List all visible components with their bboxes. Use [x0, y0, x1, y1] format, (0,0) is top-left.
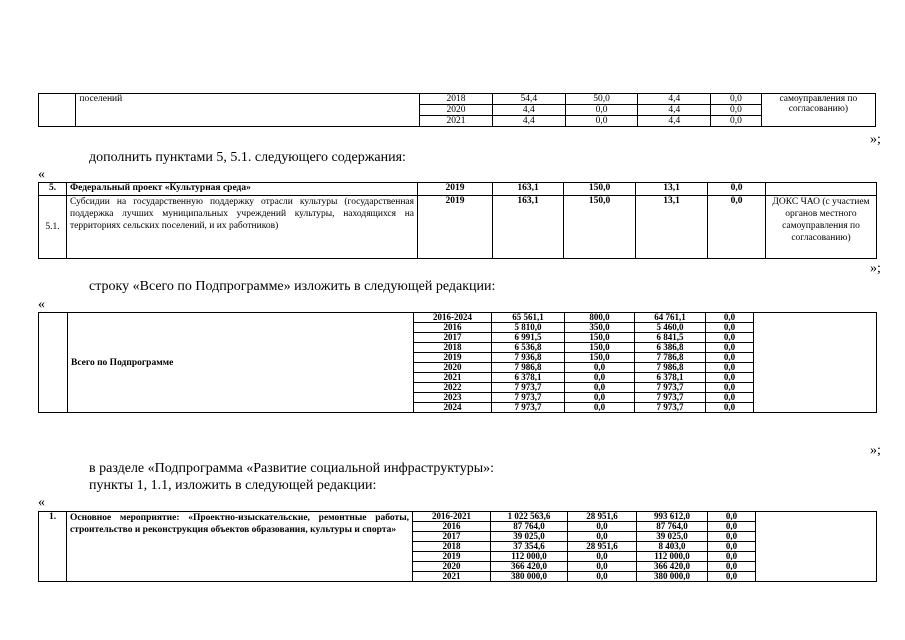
opening-quote-2: «: [38, 297, 45, 312]
cell-regional: 5 460,0: [635, 323, 706, 333]
cell-regional: 7 973,7: [635, 403, 706, 413]
cell-federal: 0,0: [565, 105, 638, 116]
cell-total: 7 973,7: [492, 383, 565, 393]
cell-local: 0,0: [708, 532, 756, 542]
cell-note: ДОКС ЧАО (с участием органов местного самоуправления по согласованию): [766, 196, 877, 259]
cell-local: 0,0: [706, 353, 754, 363]
cell-local: 0,0: [708, 196, 766, 259]
cell-local: 0,0: [706, 403, 754, 413]
cell-year: 2020: [414, 363, 492, 373]
cell-regional: 4,4: [638, 94, 711, 105]
cell-note: [754, 313, 877, 413]
cell-regional: 7 973,7: [635, 393, 706, 403]
cell-year: 2019: [418, 183, 493, 196]
opening-quote-3: «: [38, 495, 45, 510]
closing-quote-2: »;: [870, 261, 881, 276]
cell-year: 2018: [420, 94, 493, 105]
cell-federal: 150,0: [565, 343, 635, 353]
instruction-1: дополнить пунктами 5, 5.1. следующего содержания:: [89, 150, 406, 165]
table1-body: [39, 94, 876, 127]
cell-local: 0,0: [711, 116, 762, 127]
table-row: [39, 183, 877, 196]
cell-total: 39 025,0: [491, 532, 568, 542]
cell-regional: 7 786,8: [635, 353, 706, 363]
table-cultural-environment: [38, 182, 877, 259]
cell-local: 0,0: [708, 552, 756, 562]
cell-federal: 0,0: [565, 403, 635, 413]
cell-regional: 6 378,1: [635, 373, 706, 383]
cell-total: 6 536,8: [492, 343, 565, 353]
row-number: 5.: [39, 183, 67, 196]
cell-federal: 28 951,6: [568, 542, 637, 552]
cell-total: 1 022 563,6: [491, 512, 568, 522]
cell-federal: 0,0: [568, 552, 637, 562]
cell-local: 0,0: [706, 393, 754, 403]
cell-regional: 13,1: [636, 183, 708, 196]
cell-regional: 6 386,8: [635, 343, 706, 353]
table3-body: [39, 313, 877, 413]
cell-federal: 0,0: [568, 572, 637, 582]
cell-year: 2016-2024: [414, 313, 492, 323]
row-number: 1.: [39, 512, 67, 582]
cell-total: 163,1: [493, 183, 564, 196]
row-name: Основное мероприятие: «Проектно-изыскательские, ремонтные работы, строительство и реконструкция объектов образования, культуры и спорта»: [67, 512, 413, 582]
cell-local: 0,0: [706, 343, 754, 353]
cell-federal: 0,0: [568, 532, 637, 542]
row-name: Всего по Подпрограмме: [68, 313, 414, 413]
cell-local: 0,0: [708, 512, 756, 522]
cell-year: 2019: [414, 353, 492, 363]
cell-total: 37 354,6: [491, 542, 568, 552]
cell-year: 2024: [414, 403, 492, 413]
cell-year: 2019: [418, 196, 493, 259]
cell-year: 2021: [420, 116, 493, 127]
cell-local: 0,0: [706, 363, 754, 373]
cell-local: 0,0: [706, 373, 754, 383]
cell-regional: 7 986,8: [635, 363, 706, 373]
cell-federal: 800,0: [565, 313, 635, 323]
cell-year: 2016: [414, 323, 492, 333]
table4-body: [39, 512, 877, 582]
cell-local: 0,0: [708, 572, 756, 582]
cell-federal: 350,0: [565, 323, 635, 333]
table-row: [39, 94, 876, 105]
row-number: [39, 94, 76, 127]
cell-note: [766, 183, 877, 196]
cell-year: 2023: [414, 393, 492, 403]
row-number: 5.1.: [39, 196, 67, 259]
cell-regional: 4,4: [638, 116, 711, 127]
cell-regional: 6 841,5: [635, 333, 706, 343]
cell-regional: 4,4: [638, 105, 711, 116]
cell-year: 2020: [413, 562, 491, 572]
cell-total: 4,4: [492, 116, 565, 127]
cell-local: 0,0: [711, 94, 762, 105]
table-row: [39, 313, 877, 323]
cell-regional: 7 973,7: [635, 383, 706, 393]
instruction-3: в разделе «Подпрограмма «Развитие социальной инфраструктуры»:: [89, 461, 495, 476]
cell-federal: 0,0: [565, 383, 635, 393]
cell-year: 2016-2021: [413, 512, 491, 522]
instruction-2: строку «Всего по Подпрограмме» изложить в следующей редакции:: [89, 279, 496, 294]
cell-year: 2021: [414, 373, 492, 383]
cell-total: 7 936,8: [492, 353, 565, 363]
cell-local: 0,0: [706, 323, 754, 333]
cell-year: 2018: [413, 542, 491, 552]
row-name: поселений: [76, 94, 420, 127]
row-name: Федеральный проект «Культурная среда»: [67, 183, 418, 196]
cell-note: [756, 512, 877, 582]
opening-quote-1: «: [38, 167, 45, 182]
cell-total: 87 764,0: [491, 522, 568, 532]
table-row: [39, 512, 877, 522]
cell-regional: 13,1: [636, 196, 708, 259]
cell-federal: 150,0: [565, 353, 635, 363]
cell-year: 2022: [414, 383, 492, 393]
cell-year: 2019: [413, 552, 491, 562]
cell-federal: 0,0: [565, 373, 635, 383]
cell-total: 65 561,1: [492, 313, 565, 323]
closing-quote-1: »;: [870, 132, 881, 147]
cell-local: 0,0: [706, 383, 754, 393]
cell-regional: 380 000,0: [637, 572, 708, 582]
cell-year: 2017: [414, 333, 492, 343]
cell-federal: 0,0: [565, 393, 635, 403]
table-subprogram-total: [38, 312, 877, 413]
cell-local: 0,0: [711, 105, 762, 116]
cell-regional: 64 761,1: [635, 313, 706, 323]
cell-local: 0,0: [708, 562, 756, 572]
cell-regional: 87 764,0: [637, 522, 708, 532]
cell-federal: 0,0: [565, 116, 638, 127]
cell-federal: 150,0: [565, 333, 635, 343]
cell-regional: 112 000,0: [637, 552, 708, 562]
cell-year: 2021: [413, 572, 491, 582]
cell-local: 0,0: [708, 522, 756, 532]
cell-federal: 150,0: [564, 196, 636, 259]
table-continuation: [38, 93, 876, 127]
table-row: [39, 196, 877, 259]
cell-note: самоуправления по согласованию): [761, 94, 875, 127]
cell-total: 380 000,0: [491, 572, 568, 582]
cell-year: 2016: [413, 522, 491, 532]
closing-quote-3: »;: [870, 443, 881, 458]
instruction-4: пункты 1, 1.1, изложить в следующей редакции:: [89, 478, 377, 493]
cell-total: 7 973,7: [492, 393, 565, 403]
row-number: [39, 313, 68, 413]
table-social-infrastructure: [38, 511, 877, 582]
cell-total: 6 991,5: [492, 333, 565, 343]
cell-local: 0,0: [708, 183, 766, 196]
cell-federal: 50,0: [565, 94, 638, 105]
cell-local: 0,0: [708, 542, 756, 552]
cell-total: 163,1: [493, 196, 564, 259]
cell-year: 2017: [413, 532, 491, 542]
cell-total: 5 810,0: [492, 323, 565, 333]
cell-federal: 28 951,6: [568, 512, 637, 522]
cell-total: 7 973,7: [492, 403, 565, 413]
cell-regional: 8 403,0: [637, 542, 708, 552]
cell-regional: 39 025,0: [637, 532, 708, 542]
cell-federal: 0,0: [568, 522, 637, 532]
cell-year: 2018: [414, 343, 492, 353]
cell-total: 4,4: [492, 105, 565, 116]
cell-total: 112 000,0: [491, 552, 568, 562]
cell-total: 7 986,8: [492, 363, 565, 373]
cell-total: 6 378,1: [492, 373, 565, 383]
cell-regional: 366 420,0: [637, 562, 708, 572]
cell-total: 54,4: [492, 94, 565, 105]
cell-regional: 993 612,0: [637, 512, 708, 522]
cell-federal: 0,0: [565, 363, 635, 373]
cell-total: 366 420,0: [491, 562, 568, 572]
cell-local: 0,0: [706, 333, 754, 343]
row-name: Субсидии на государственную поддержку отрасли культуры (государственная поддержка лучших муниципальных учреждений культуры, находящихся на территориях сельских поселений, и их работников): [67, 196, 418, 259]
cell-federal: 150,0: [564, 183, 636, 196]
cell-federal: 0,0: [568, 562, 637, 572]
cell-local: 0,0: [706, 313, 754, 323]
cell-year: 2020: [420, 105, 493, 116]
